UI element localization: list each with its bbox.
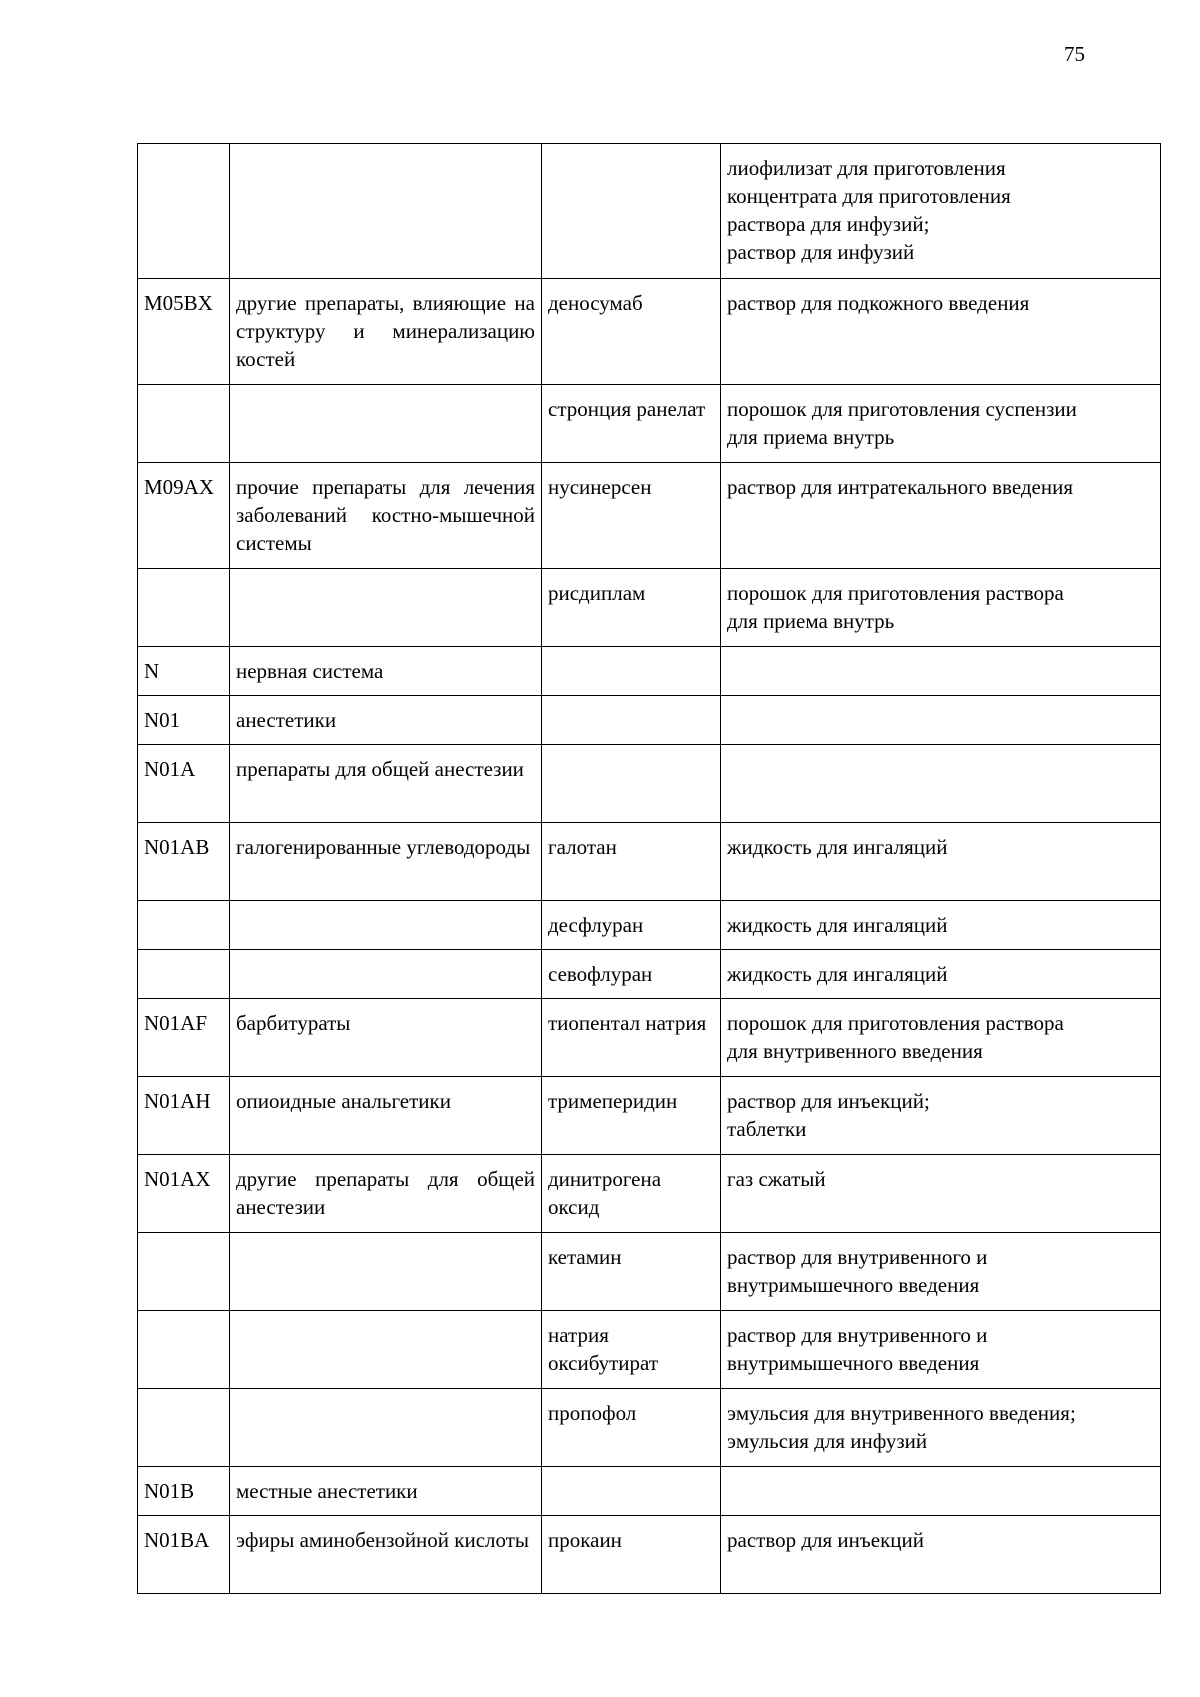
group-name-cell: нервная система xyxy=(230,647,542,696)
dosage-form-cell xyxy=(721,745,1161,823)
dosage-form-line: порошок для приготовления раствора xyxy=(727,1011,1064,1035)
atc-code-cell: M09AX xyxy=(138,463,230,569)
group-name-cell: другие препараты, влияющие на структуру и минерализацию костей xyxy=(230,279,542,385)
drug-name-cell: натрия оксибутират xyxy=(542,1311,721,1389)
table-row xyxy=(138,1467,1161,1516)
atc-code-cell xyxy=(138,144,230,279)
dosage-form-line: раствор для внутривенного и xyxy=(727,1323,988,1347)
drug-name-cell xyxy=(542,647,721,696)
group-name-cell: эфиры аминобензойной кислоты xyxy=(230,1516,542,1594)
group-name-cell: препараты для общей анестезии xyxy=(230,745,542,823)
dosage-form-cell xyxy=(721,1077,1161,1155)
table-row xyxy=(138,901,1161,950)
page-number: 75 xyxy=(1064,42,1085,66)
table-row xyxy=(138,144,1161,279)
dosage-form-line: порошок для приготовления раствора xyxy=(727,581,1064,605)
drug-name-cell: тримеперидин xyxy=(542,1077,721,1155)
atc-code-cell: N01AX xyxy=(138,1155,230,1233)
dosage-form-cell xyxy=(721,385,1161,463)
drug-name-cell: деносумаб xyxy=(542,279,721,385)
drug-name-cell: галотан xyxy=(542,823,721,901)
drug-name-cell: стронция ранелат xyxy=(542,385,721,463)
atc-code-cell: N01BA xyxy=(138,1516,230,1594)
drug-name-cell xyxy=(542,745,721,823)
table-row xyxy=(138,463,1161,569)
atc-code-cell: N01A xyxy=(138,745,230,823)
drug-name-cell: динитрогена оксид xyxy=(542,1155,721,1233)
atc-code-cell: N01AB xyxy=(138,823,230,901)
dosage-form-cell xyxy=(721,144,1161,279)
dosage-form-line: для внутривенного введения xyxy=(727,1039,983,1063)
atc-code-cell xyxy=(138,950,230,999)
group-name-cell: опиоидные анальгетики xyxy=(230,1077,542,1155)
dosage-form-cell xyxy=(721,647,1161,696)
group-name-cell xyxy=(230,1311,542,1389)
table-row xyxy=(138,279,1161,385)
table-row xyxy=(138,696,1161,745)
group-name-cell: местные анестетики xyxy=(230,1467,542,1516)
dosage-form-line: таблетки xyxy=(727,1117,807,1141)
atc-code-cell: N xyxy=(138,647,230,696)
drug-name-cell xyxy=(542,696,721,745)
dosage-form-line: для приема внутрь xyxy=(727,609,895,633)
drug-name-cell: тиопентал натрия xyxy=(542,999,721,1077)
atc-code-cell xyxy=(138,569,230,647)
dosage-form-cell xyxy=(721,1467,1161,1516)
table-row xyxy=(138,823,1161,901)
drug-name-cell: пропофол xyxy=(542,1389,721,1467)
group-name-cell: другие препараты для общей анестезии xyxy=(230,1155,542,1233)
dosage-form-line: лиофилизат для приготовления xyxy=(727,156,1006,180)
table-row xyxy=(138,385,1161,463)
drug-name-cell: прокаин xyxy=(542,1516,721,1594)
group-name-cell: анестетики xyxy=(230,696,542,745)
dosage-form-line: раствор для подкожного введения xyxy=(727,291,1030,315)
dosage-form-cell xyxy=(721,901,1161,950)
dosage-form-cell xyxy=(721,1516,1161,1594)
dosage-form-line: эмульсия для внутривенного введения; xyxy=(727,1401,1076,1425)
dosage-form-line: жидкость для ингаляций xyxy=(727,835,948,859)
dosage-form-line: раствор для интратекального введения xyxy=(727,475,1074,499)
dosage-form-cell xyxy=(721,696,1161,745)
dosage-form-line: раствора для инфузий; xyxy=(727,212,930,236)
atc-code-cell: N01B xyxy=(138,1467,230,1516)
atc-code-cell xyxy=(138,1389,230,1467)
drug-name-cell: кетамин xyxy=(542,1233,721,1311)
table-row xyxy=(138,745,1161,823)
dosage-form-cell xyxy=(721,1233,1161,1311)
dosage-form-cell xyxy=(721,569,1161,647)
dosage-form-line: жидкость для ингаляций xyxy=(727,913,948,937)
dosage-form-cell xyxy=(721,1389,1161,1467)
dosage-form-line: внутримышечного введения xyxy=(727,1351,980,1375)
dosage-form-line: эмульсия для инфузий xyxy=(727,1429,928,1453)
group-name-cell: барбитураты xyxy=(230,999,542,1077)
atc-code-cell: N01 xyxy=(138,696,230,745)
atc-code-cell xyxy=(138,385,230,463)
dosage-form-cell xyxy=(721,279,1161,385)
dosage-form-cell xyxy=(721,463,1161,569)
table-row xyxy=(138,1389,1161,1467)
dosage-form-line: внутримышечного введения xyxy=(727,1273,980,1297)
group-name-cell xyxy=(230,385,542,463)
dosage-form-line: раствор для инъекций xyxy=(727,1528,924,1552)
drug-name-cell: десфлуран xyxy=(542,901,721,950)
atc-code-cell: N01AH xyxy=(138,1077,230,1155)
atc-code-cell xyxy=(138,901,230,950)
drug-name-cell xyxy=(542,1467,721,1516)
table-row xyxy=(138,1233,1161,1311)
table-row xyxy=(138,1516,1161,1594)
drug-name-cell: севофлуран xyxy=(542,950,721,999)
dosage-form-cell xyxy=(721,1155,1161,1233)
table-row xyxy=(138,1311,1161,1389)
table-row xyxy=(138,950,1161,999)
dosage-form-line: раствор для инфузий xyxy=(727,240,915,264)
dosage-form-cell xyxy=(721,823,1161,901)
dosage-form-line: жидкость для ингаляций xyxy=(727,962,948,986)
dosage-form-cell xyxy=(721,999,1161,1077)
table-row xyxy=(138,999,1161,1077)
group-name-cell xyxy=(230,1389,542,1467)
atc-code-cell: M05BX xyxy=(138,279,230,385)
group-name-cell xyxy=(230,950,542,999)
table-row xyxy=(138,1077,1161,1155)
dosage-form-line: для приема внутрь xyxy=(727,425,895,449)
drug-name-cell xyxy=(542,144,721,279)
table-row xyxy=(138,569,1161,647)
group-name-cell: галогенированные углеводороды xyxy=(230,823,542,901)
group-name-cell xyxy=(230,144,542,279)
table-row xyxy=(138,1155,1161,1233)
drug-name-cell: нусинерсен xyxy=(542,463,721,569)
dosage-form-line: раствор для внутривенного и xyxy=(727,1245,988,1269)
atc-code-cell xyxy=(138,1311,230,1389)
group-name-cell xyxy=(230,569,542,647)
dosage-form-line: концентрата для приготовления xyxy=(727,184,1011,208)
dosage-form-line: раствор для инъекций; xyxy=(727,1089,930,1113)
drug-table xyxy=(137,143,1161,1594)
atc-code-cell xyxy=(138,1233,230,1311)
atc-code-cell: N01AF xyxy=(138,999,230,1077)
drug-name-cell: рисдиплам xyxy=(542,569,721,647)
group-name-cell: прочие препараты для лечения заболеваний костно-мышечной системы xyxy=(230,463,542,569)
dosage-form-cell xyxy=(721,1311,1161,1389)
dosage-form-line: газ сжатый xyxy=(727,1167,826,1191)
table-row xyxy=(138,647,1161,696)
dosage-form-cell xyxy=(721,950,1161,999)
group-name-cell xyxy=(230,1233,542,1311)
dosage-form-line: порошок для приготовления суспензии xyxy=(727,397,1077,421)
group-name-cell xyxy=(230,901,542,950)
